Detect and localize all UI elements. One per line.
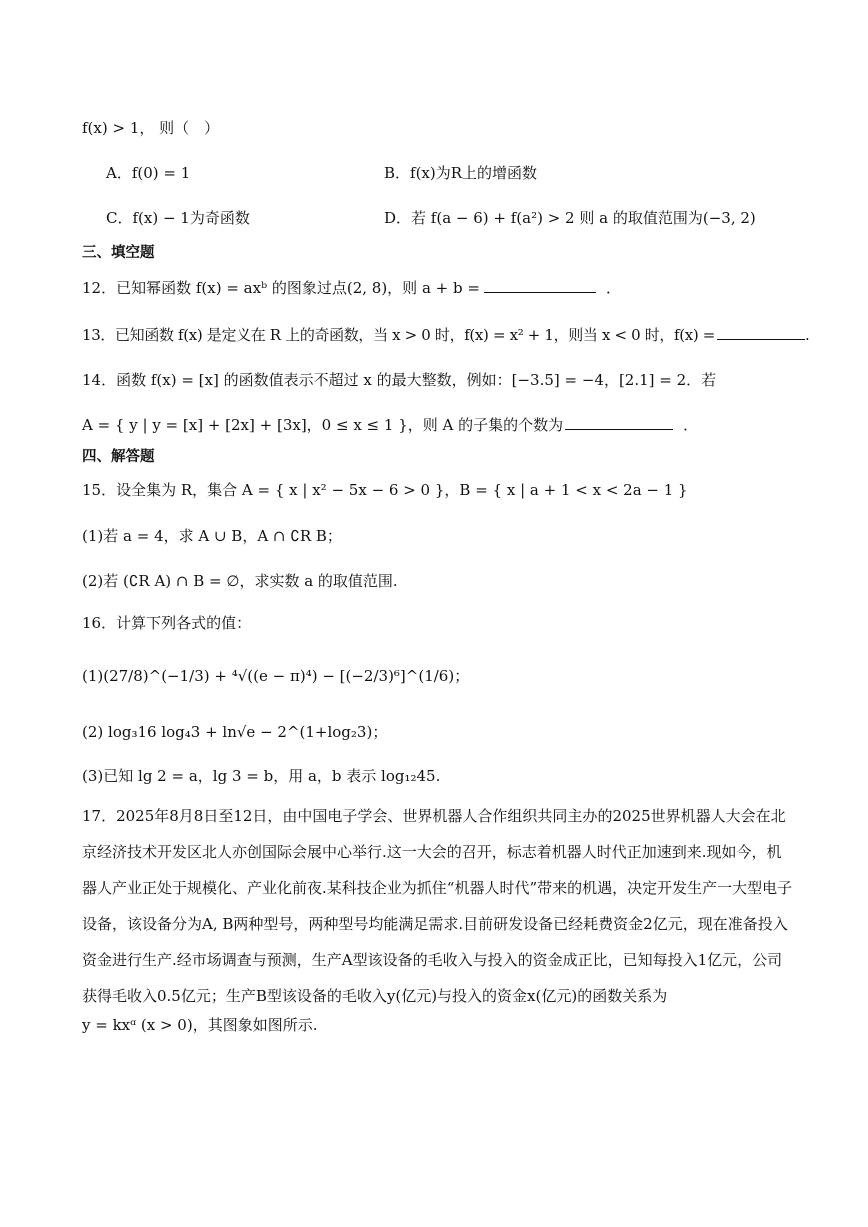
section-heading-fill: 三、填空题 <box>82 245 155 261</box>
q13-end: . <box>805 326 810 344</box>
question-16-part2: (2) log₃16 log₄3 + ln√e − 2^(1+log₂3)； <box>82 723 388 741</box>
q13-text: 13．已知函数 f(x) 是定义在 R 上的奇函数，当 x > 0 时，f(x) = x² + 1，则当 x < 0 时，f(x) = <box>82 326 716 344</box>
q11-option-b: B．f(x)为R上的增函数 <box>384 164 538 182</box>
q14-answer-blank <box>565 413 673 430</box>
q11-option-d: D．若 f(a − 6) + f(a²) > 2 则 a 的取值范围为(−3, 2) <box>384 209 756 227</box>
q12-end: ． <box>605 279 621 297</box>
question-15-stem: 15．设全集为 R，集合 A = { x | x² − 5x − 6 > 0 }，B = { x | a + 1 < x < 2a − 1 } <box>82 481 688 499</box>
q14-text: A = { y | y = [x] + [2x] + [3x]，0 ≤ x ≤ 1 }，则 A 的子集的个数为 <box>82 416 564 434</box>
q11-option-a: A．f(0) = 1 <box>106 164 191 182</box>
question-14-line1: 14．函数 f(x) = [x] 的函数值表示不超过 x 的最大整数，例如：[−3.5] = −4，[2.1] = 2．若 <box>82 371 717 389</box>
question-12 <box>82 276 621 299</box>
question-17-last: y = kxᵅ (x > 0)，其图象如图所示. <box>82 1016 318 1034</box>
question-14-line2 <box>82 413 698 436</box>
question-16-stem: 16．计算下列各式的值： <box>82 614 252 632</box>
question-15-part2: (2)若 (∁R A) ∩ B = ∅，求实数 a 的取值范围. <box>82 572 398 590</box>
section-heading-solve: 四、解答题 <box>82 449 155 465</box>
q11-stem-tail: f(x) > 1， 则（ ） <box>82 119 220 137</box>
question-17-text: 17．2025年8月8日至12日，由中国电子学会、世界机器人合作组织共同主办的2025世界机器人大会在北京经济技术开发区北人亦创国际会展中心举行.这一大会的召开，标志着机器人时代正加速到来.现如今，机器人产业正处于规模化、产业化前夜.某科技企业为抓住“机器人时代”带来的机遇，决定开发生产一大型电子设备，该设备分为A, B两种型号，两种型号均能满足需求.目前研发设备已经耗费资金2亿元，现在准备投入资金进行生产.经市场调查与预测，生产A型该设备的毛收入与投入的资金成正比，已知每投入1亿元，公司获得毛收入0.5亿元；生产B型该设备的毛收入y(亿元)与投入的资金x(亿元)的函数关系为 <box>82 807 793 1005</box>
question-16-part1: (1)(27/8)^(−1/3) + ⁴√((e − π)⁴) − [(−2/3)⁶]^(1/6)； <box>82 667 470 685</box>
question-16-part3: (3)已知 lg 2 = a，lg 3 = b，用 a，b 表示 log₁₂45. <box>82 767 441 785</box>
question-15-part1: (1)若 a = 4，求 A ∪ B，A ∩ ∁R B； <box>82 527 342 545</box>
q11-option-c: C．f(x) − 1为奇函数 <box>106 209 250 227</box>
q13-answer-blank <box>717 323 805 340</box>
question-13 <box>82 323 810 346</box>
q12-answer-blank <box>484 276 596 293</box>
q12-text: 12．已知幂函数 f(x) = axᵇ 的图象过点(2, 8)，则 a + b = <box>82 279 480 297</box>
q14-end: ． <box>683 416 699 434</box>
